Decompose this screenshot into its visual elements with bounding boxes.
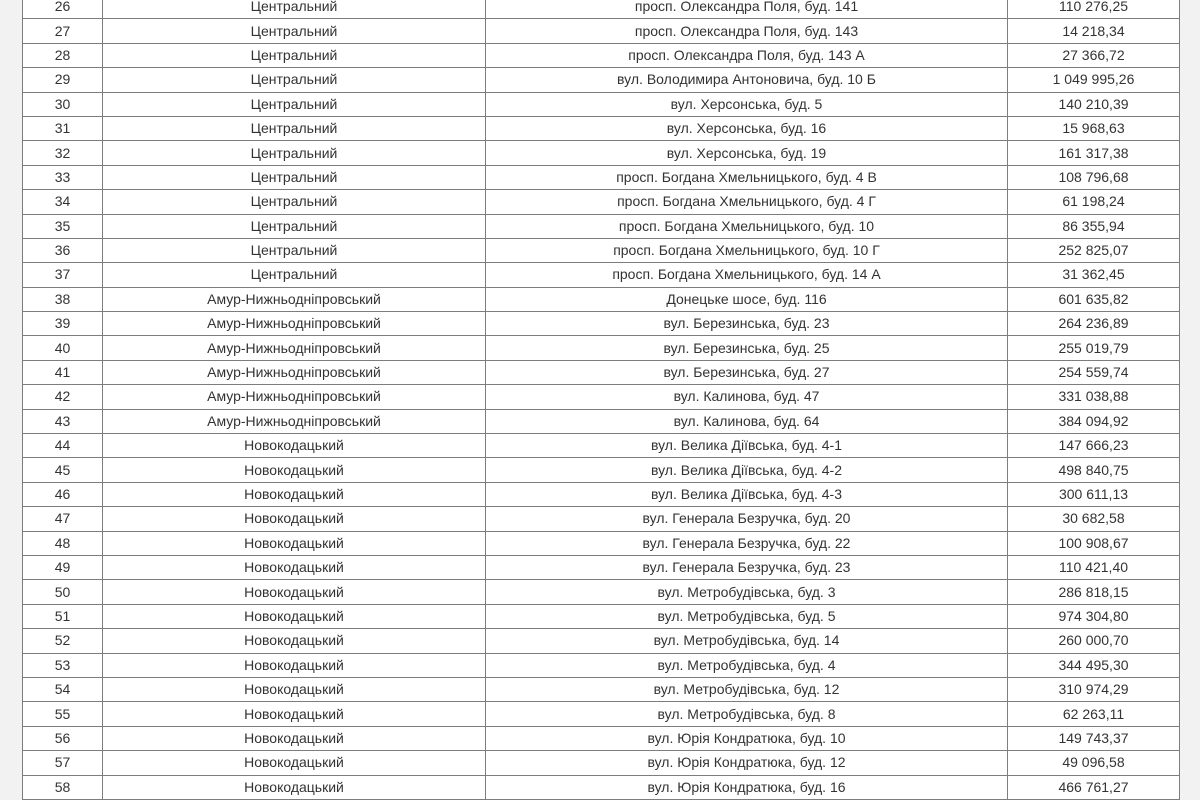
amount-cell: 15 968,63 [1008,116,1180,140]
district-cell: Центральний [103,116,486,140]
address-cell: просп. Олександра Поля, буд. 143 А [486,43,1008,67]
address-cell: просп. Богдана Хмельницького, буд. 10 Г [486,238,1008,262]
table-row [23,263,1180,287]
table-row [23,19,1180,43]
address-cell: вул. Метробудівська, буд. 5 [486,604,1008,628]
amount-cell: 252 825,07 [1008,238,1180,262]
row-number-cell: 33 [23,165,103,189]
amount-cell: 161 317,38 [1008,141,1180,165]
address-cell: вул. Велика Діївська, буд. 4-1 [486,434,1008,458]
address-cell: вул. Юрія Кондратюка, буд. 10 [486,726,1008,750]
row-number-cell: 49 [23,555,103,579]
district-cell: Центральний [103,165,486,189]
row-number-cell: 34 [23,190,103,214]
page-margin-right [1179,0,1200,800]
address-cell: вул. Херсонська, буд. 16 [486,116,1008,140]
table-row [23,726,1180,750]
district-cell: Новокодацький [103,458,486,482]
address-cell: вул. Березинська, буд. 23 [486,312,1008,336]
table-row [23,165,1180,189]
amount-cell: 601 635,82 [1008,287,1180,311]
row-number-cell: 37 [23,263,103,287]
amount-cell: 254 559,74 [1008,360,1180,384]
row-number-cell: 38 [23,287,103,311]
amount-cell: 140 210,39 [1008,92,1180,116]
amount-cell: 61 198,24 [1008,190,1180,214]
district-cell: Центральний [103,141,486,165]
table-row [23,287,1180,311]
table-row [23,68,1180,92]
table-row [23,458,1180,482]
address-cell: просп. Богдана Хмельницького, буд. 4 Г [486,190,1008,214]
amount-cell: 108 796,68 [1008,165,1180,189]
address-cell: Донецьке шосе, буд. 116 [486,287,1008,311]
amount-cell: 149 743,37 [1008,726,1180,750]
row-number-cell: 46 [23,482,103,506]
amount-cell: 331 038,88 [1008,385,1180,409]
district-cell: Новокодацький [103,507,486,531]
district-cell: Амур-Нижньодніпровський [103,287,486,311]
table-row [23,385,1180,409]
address-cell: вул. Березинська, буд. 25 [486,336,1008,360]
table-row [23,434,1180,458]
row-number-cell: 43 [23,409,103,433]
table-row [23,604,1180,628]
address-cell: просп. Олександра Поля, буд. 143 [486,19,1008,43]
amount-cell: 110 276,25 [1008,0,1180,19]
row-number-cell: 54 [23,677,103,701]
district-cell: Новокодацький [103,580,486,604]
district-cell: Новокодацький [103,531,486,555]
table-row [23,336,1180,360]
amount-cell: 1 049 995,26 [1008,68,1180,92]
row-number-cell: 58 [23,775,103,799]
table-row [23,141,1180,165]
address-cell: вул. Генерала Безручка, буд. 23 [486,555,1008,579]
address-cell: вул. Юрія Кондратюка, буд. 16 [486,775,1008,799]
table-row [23,702,1180,726]
amount-cell: 286 818,15 [1008,580,1180,604]
district-cell: Новокодацький [103,629,486,653]
row-number-cell: 40 [23,336,103,360]
row-number-cell: 57 [23,751,103,775]
district-cell: Центральний [103,43,486,67]
address-cell: вул. Генерала Безручка, буд. 22 [486,531,1008,555]
row-number-cell: 41 [23,360,103,384]
table-row [23,238,1180,262]
table-row [23,409,1180,433]
row-number-cell: 44 [23,434,103,458]
district-cell: Новокодацький [103,751,486,775]
row-number-cell: 52 [23,629,103,653]
district-cell: Центральний [103,238,486,262]
row-number-cell: 55 [23,702,103,726]
amount-cell: 260 000,70 [1008,629,1180,653]
amount-cell: 27 366,72 [1008,43,1180,67]
table-row [23,677,1180,701]
address-cell: вул. Юрія Кондратюка, буд. 12 [486,751,1008,775]
row-number-cell: 30 [23,92,103,116]
amount-cell: 264 236,89 [1008,312,1180,336]
table-row [23,360,1180,384]
row-number-cell: 32 [23,141,103,165]
row-number-cell: 53 [23,653,103,677]
address-cell: вул. Метробудівська, буд. 12 [486,677,1008,701]
amount-cell: 147 666,23 [1008,434,1180,458]
row-number-cell: 48 [23,531,103,555]
table-row [23,555,1180,579]
row-number-cell: 45 [23,458,103,482]
row-number-cell: 35 [23,214,103,238]
row-number-cell: 47 [23,507,103,531]
district-cell: Новокодацький [103,775,486,799]
address-cell: вул. Березинська, буд. 27 [486,360,1008,384]
district-cell: Новокодацький [103,482,486,506]
table-row [23,312,1180,336]
table-row [23,482,1180,506]
district-cell: Новокодацький [103,702,486,726]
records-table [22,0,1180,800]
amount-cell: 14 218,34 [1008,19,1180,43]
district-cell: Новокодацький [103,677,486,701]
amount-cell: 384 094,92 [1008,409,1180,433]
table-row [23,629,1180,653]
address-cell: вул. Велика Діївська, буд. 4-3 [486,482,1008,506]
address-cell: вул. Херсонська, буд. 19 [486,141,1008,165]
amount-cell: 300 611,13 [1008,482,1180,506]
table-row [23,116,1180,140]
table-row [23,507,1180,531]
row-number-cell: 28 [23,43,103,67]
amount-cell: 62 263,11 [1008,702,1180,726]
table-row [23,190,1180,214]
row-number-cell: 56 [23,726,103,750]
row-number-cell: 39 [23,312,103,336]
table-row [23,580,1180,604]
records-table-body [23,0,1180,799]
table-row [23,0,1180,19]
table-row [23,43,1180,67]
address-cell: вул. Генерала Безручка, буд. 20 [486,507,1008,531]
district-cell: Новокодацький [103,726,486,750]
amount-cell: 344 495,30 [1008,653,1180,677]
row-number-cell: 31 [23,116,103,140]
amount-cell: 86 355,94 [1008,214,1180,238]
district-cell: Центральний [103,0,486,19]
district-cell: Амур-Нижньодніпровський [103,385,486,409]
district-cell: Центральний [103,68,486,92]
amount-cell: 110 421,40 [1008,555,1180,579]
district-cell: Новокодацький [103,604,486,628]
table-row [23,751,1180,775]
address-cell: просп. Богдана Хмельницького, буд. 4 В [486,165,1008,189]
row-number-cell: 42 [23,385,103,409]
amount-cell: 466 761,27 [1008,775,1180,799]
address-cell: вул. Калинова, буд. 47 [486,385,1008,409]
amount-cell: 100 908,67 [1008,531,1180,555]
district-cell: Амур-Нижньодніпровський [103,336,486,360]
row-number-cell: 50 [23,580,103,604]
row-number-cell: 27 [23,19,103,43]
district-cell: Амур-Нижньодніпровський [103,409,486,433]
district-cell: Центральний [103,19,486,43]
amount-cell: 49 096,58 [1008,751,1180,775]
amount-cell: 30 682,58 [1008,507,1180,531]
address-cell: вул. Володимира Антоновича, буд. 10 Б [486,68,1008,92]
amount-cell: 974 304,80 [1008,604,1180,628]
row-number-cell: 36 [23,238,103,262]
address-cell: вул. Метробудівська, буд. 3 [486,580,1008,604]
page-margin-left [0,0,23,800]
address-cell: вул. Метробудівська, буд. 4 [486,653,1008,677]
district-cell: Центральний [103,190,486,214]
district-cell: Новокодацький [103,555,486,579]
row-number-cell: 51 [23,604,103,628]
address-cell: вул. Калинова, буд. 64 [486,409,1008,433]
district-cell: Новокодацький [103,653,486,677]
address-cell: просп. Богдана Хмельницького, буд. 14 А [486,263,1008,287]
table-row [23,653,1180,677]
table-row [23,92,1180,116]
district-cell: Центральний [103,214,486,238]
row-number-cell: 29 [23,68,103,92]
address-cell: вул. Велика Діївська, буд. 4-2 [486,458,1008,482]
amount-cell: 31 362,45 [1008,263,1180,287]
district-cell: Амур-Нижньодніпровський [103,360,486,384]
district-cell: Центральний [103,263,486,287]
table-row [23,531,1180,555]
district-cell: Новокодацький [103,434,486,458]
table-row [23,214,1180,238]
amount-cell: 310 974,29 [1008,677,1180,701]
address-cell: просп. Олександра Поля, буд. 141 [486,0,1008,19]
table-row [23,775,1180,799]
amount-cell: 498 840,75 [1008,458,1180,482]
address-cell: вул. Метробудівська, буд. 8 [486,702,1008,726]
district-cell: Амур-Нижньодніпровський [103,312,486,336]
address-cell: вул. Херсонська, буд. 5 [486,92,1008,116]
address-cell: просп. Богдана Хмельницького, буд. 10 [486,214,1008,238]
row-number-cell: 26 [23,0,103,19]
amount-cell: 255 019,79 [1008,336,1180,360]
address-cell: вул. Метробудівська, буд. 14 [486,629,1008,653]
district-cell: Центральний [103,92,486,116]
